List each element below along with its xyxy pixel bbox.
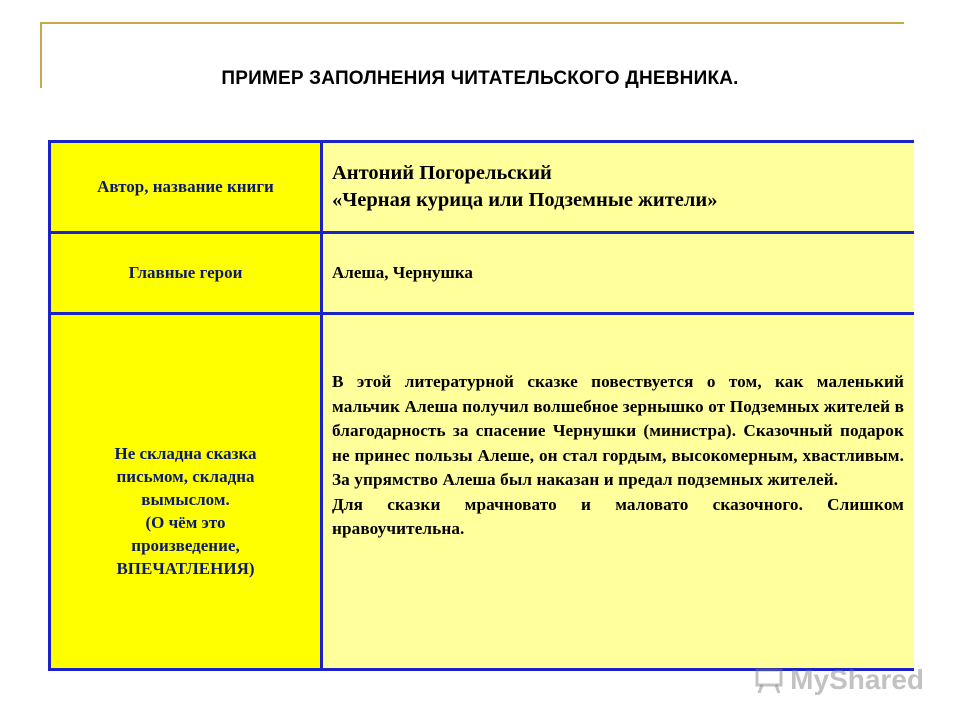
watermark — [754, 664, 924, 696]
label-line: ВПЕЧАТЛЕНИЯ) — [116, 558, 255, 578]
label-author-title: Автор, название книги — [51, 143, 323, 234]
label-summary-impressions — [51, 315, 323, 668]
summary-paragraph: В этой литературной сказке повествуется о том, как маленький мальчик Алеша получил волшебное зернышко от Подземных жителей в благодарность за спасение Чернушки (министра). Сказочный подарок не принес пользы Алеше, он стал гордым, высокомерным, хвастливым. За упрямство Алеша был наказан и предал подземных жителей. — [332, 372, 904, 489]
value-author-title — [323, 143, 914, 234]
reading-diary-table — [48, 140, 914, 671]
label-line: письмом, складна — [116, 466, 255, 486]
book-title: «Черная курица или Подземные жители» — [332, 189, 718, 211]
impression-paragraph: Для сказки мрачновато и маловато сказочного. Слишком нравоучительна. — [332, 494, 904, 538]
presentation-board-icon — [754, 665, 784, 695]
author-name: Антоний Погорельский — [332, 162, 552, 184]
label-line: Не складна сказка — [114, 443, 257, 463]
label-main-heroes: Главные герои — [51, 234, 323, 315]
value-main-heroes: Алеша, Чернушка — [323, 234, 914, 315]
watermark-text: MyShared — [790, 664, 924, 695]
summary-text — [332, 370, 904, 542]
label-line: произведение, — [131, 535, 240, 555]
decorative-top-line — [40, 22, 904, 24]
value-summary-impressions — [323, 315, 914, 668]
page-title: ПРИМЕР ЗАПОЛНЕНИЯ ЧИТАТЕЛЬСКОГО ДНЕВНИКА. — [221, 68, 739, 89]
label-line: (О чём это — [145, 512, 226, 532]
label-line: вымыслом. — [141, 489, 230, 509]
